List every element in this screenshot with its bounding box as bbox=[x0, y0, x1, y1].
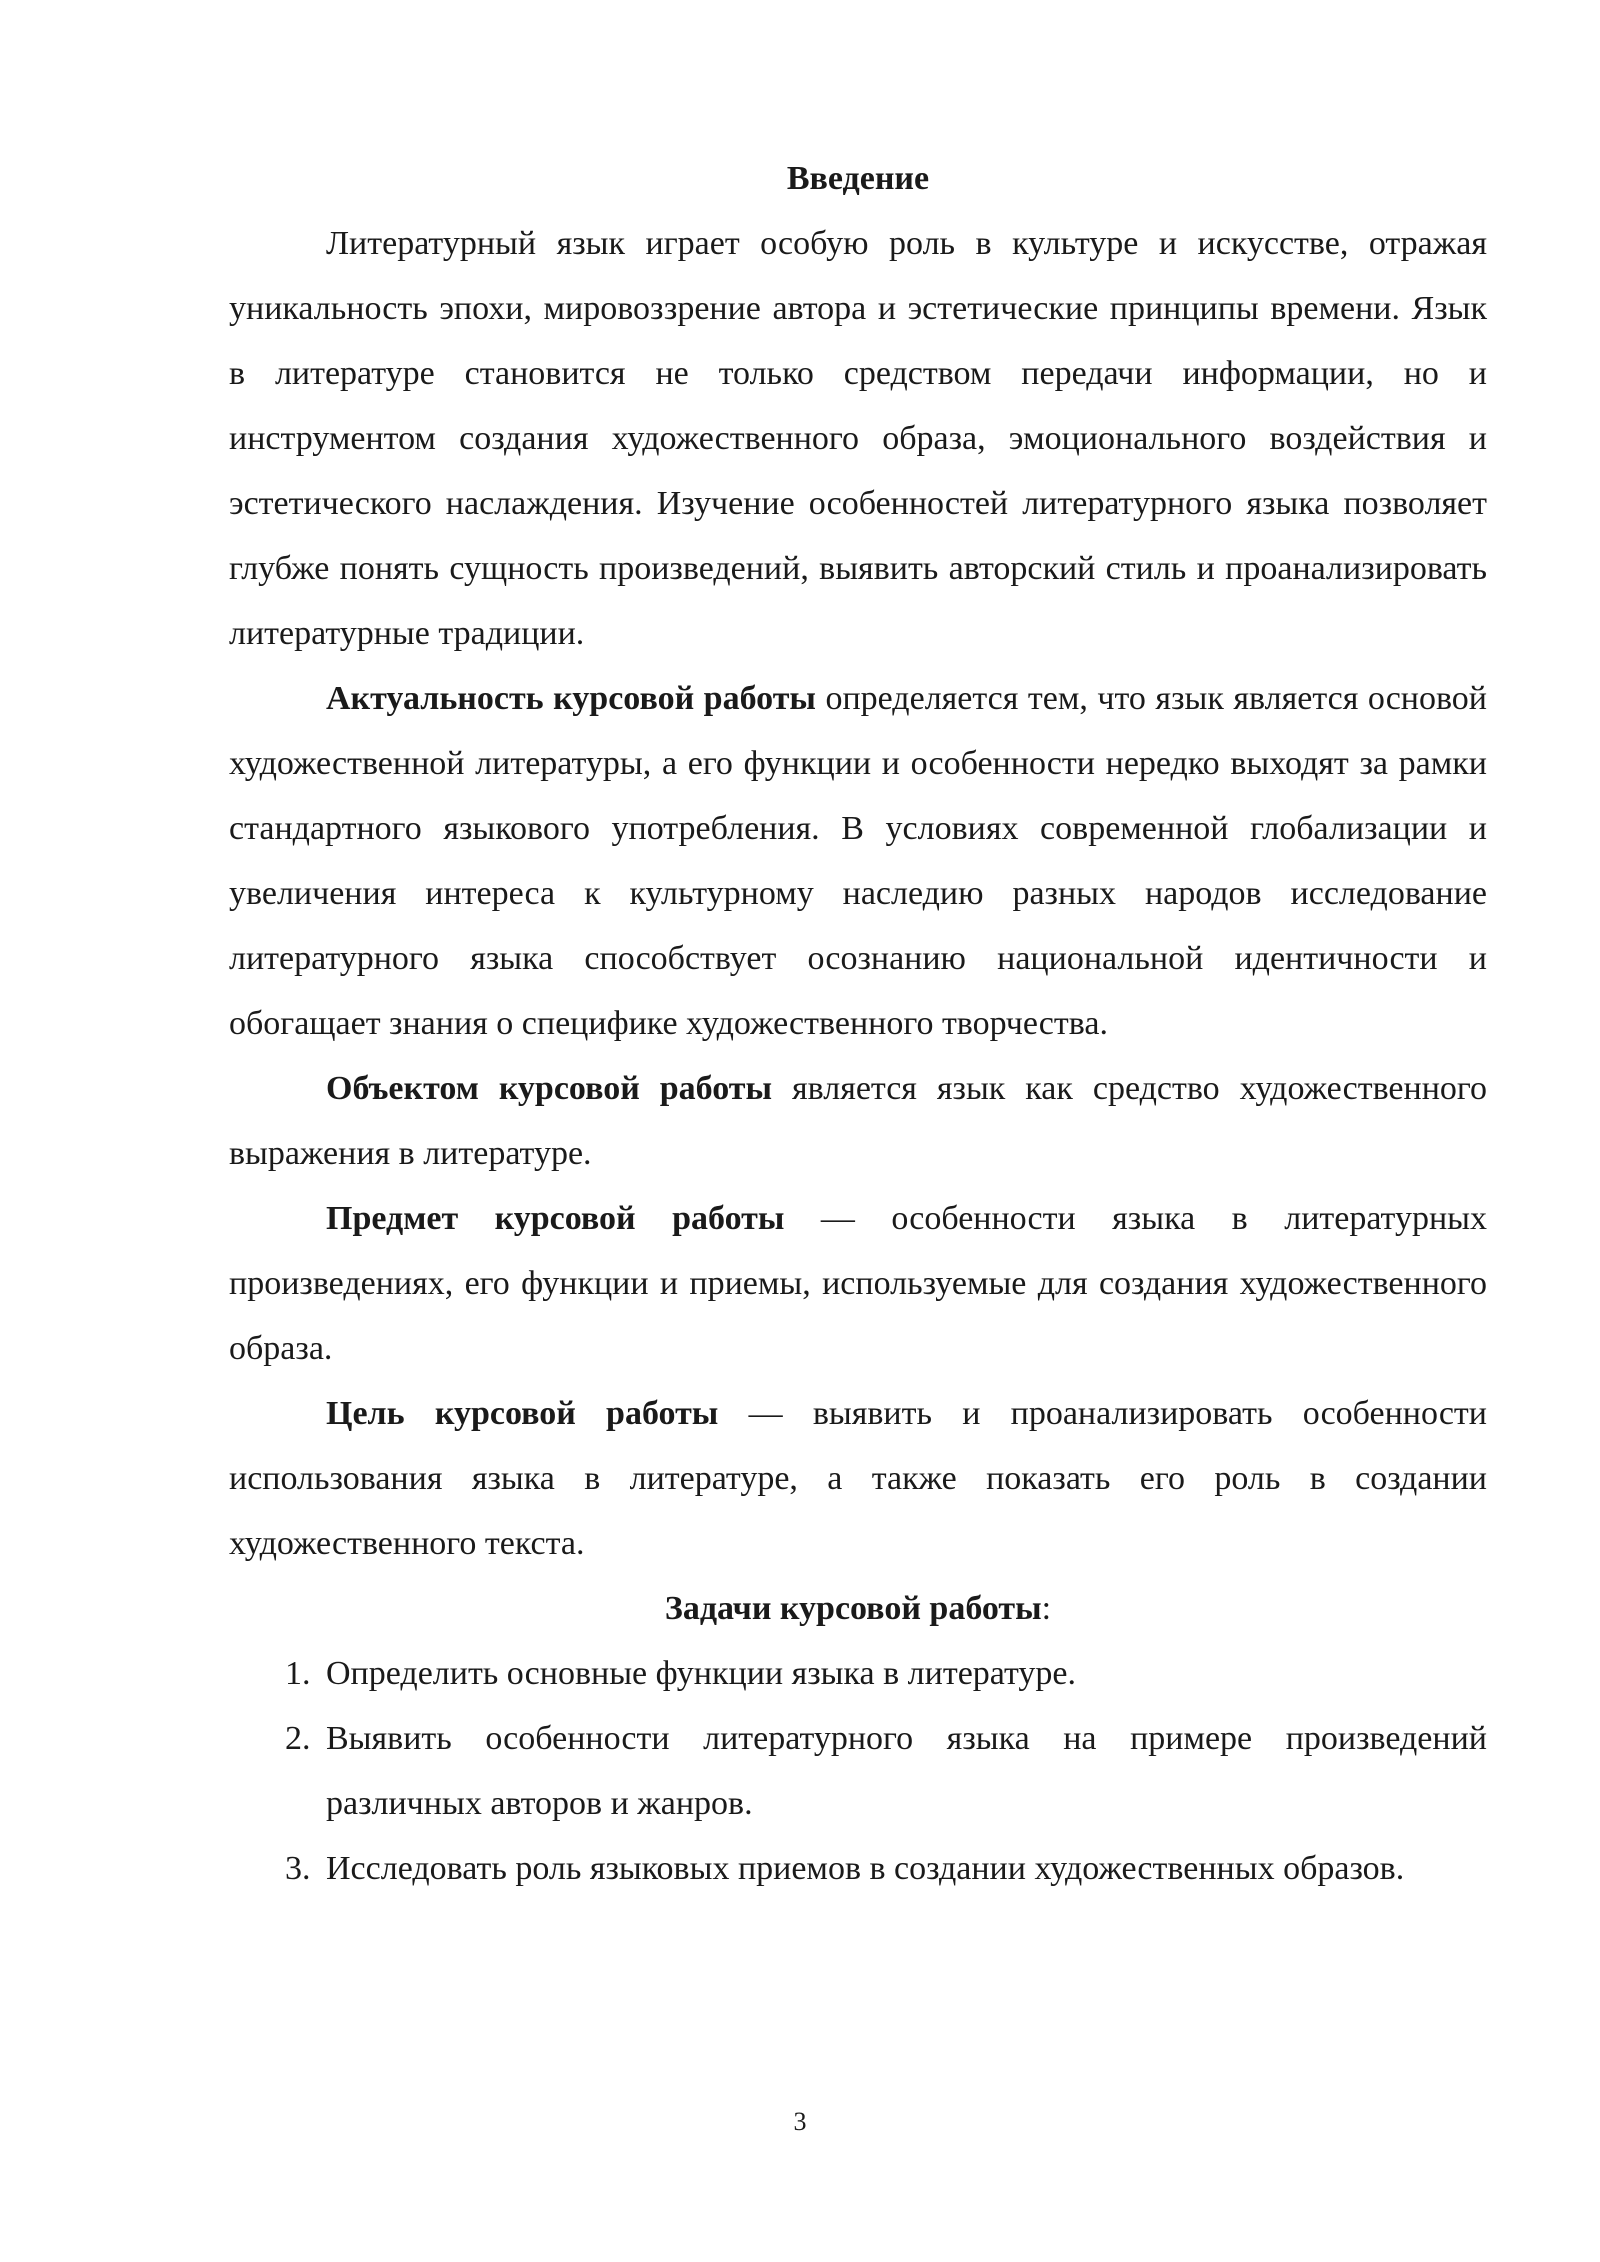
goal-text: — выявить и проанализировать особенности использования языка в литературе, а также показать его роль в создании художественного текста. bbox=[229, 1395, 1487, 1562]
section-title: Введение bbox=[786, 160, 930, 197]
list-item bbox=[229, 1641, 1487, 1706]
relevance-text: определяется тем, что язык является основой художественной литературы, а его функции и особенности нередко выходят за рамки стандартного языкового употребления. В условиях современной глобализации и увеличения интереса к культурному наследию разных народов исследование литературного языка способствует осознанию национальной идентичности и обогащает знания о специфике художественного творчества. bbox=[229, 680, 1487, 1042]
tasks-heading bbox=[229, 1576, 1487, 1641]
tasks-heading-label: Задачи курсовой работы bbox=[664, 1590, 1042, 1627]
relevance-paragraph bbox=[229, 666, 1487, 1056]
relevance-lead: Актуальность курсовой работы bbox=[326, 680, 816, 717]
list-item bbox=[229, 1706, 1487, 1836]
goal-paragraph bbox=[229, 1381, 1487, 1576]
list-item-text: Определить основные функции языка в литературе. bbox=[326, 1655, 1076, 1692]
list-item-text: Исследовать роль языковых приемов в создании художественных образов. bbox=[326, 1850, 1405, 1887]
list-item-text: Выявить особенности литературного языка на примере произведений различных авторов и жанров. bbox=[326, 1720, 1487, 1822]
list-item bbox=[229, 1836, 1487, 1901]
page-content bbox=[229, 146, 1487, 1901]
object-paragraph bbox=[229, 1056, 1487, 1186]
list-item-number: 1. bbox=[285, 1655, 311, 1692]
list-item-number: 3. bbox=[285, 1850, 311, 1887]
goal-lead: Цель курсовой работы bbox=[326, 1395, 719, 1432]
page-number: 3 bbox=[793, 2107, 807, 2136]
list-item-number: 2. bbox=[285, 1720, 311, 1757]
subject-paragraph bbox=[229, 1186, 1487, 1381]
task-list bbox=[229, 1641, 1487, 1901]
tasks-heading-suffix: : bbox=[1041, 1590, 1052, 1627]
object-lead: Объектом курсовой работы bbox=[326, 1070, 773, 1107]
intro-paragraph: Литературный язык играет особую роль в культуре и искусстве, отражая уникальность эпохи, мировоззрение автора и эстетические принципы времени. Язык в литературе становится не только средством передачи информации, но и инструментом создания художественного образа, эмоционального воздействия и эстетического наслаждения. Изучение особенностей литературного языка позволяет глубже понять сущность произведений, выявить авторский стиль и проанализировать литературные традиции. bbox=[229, 225, 1487, 652]
subject-text: — особенности языка в литературных произведениях, его функции и приемы, используемые для создания художественного образа. bbox=[229, 1200, 1488, 1367]
subject-lead: Предмет курсовой работы bbox=[326, 1200, 785, 1237]
object-text: является язык как средство художественного выражения в литературе. bbox=[229, 1070, 1488, 1172]
